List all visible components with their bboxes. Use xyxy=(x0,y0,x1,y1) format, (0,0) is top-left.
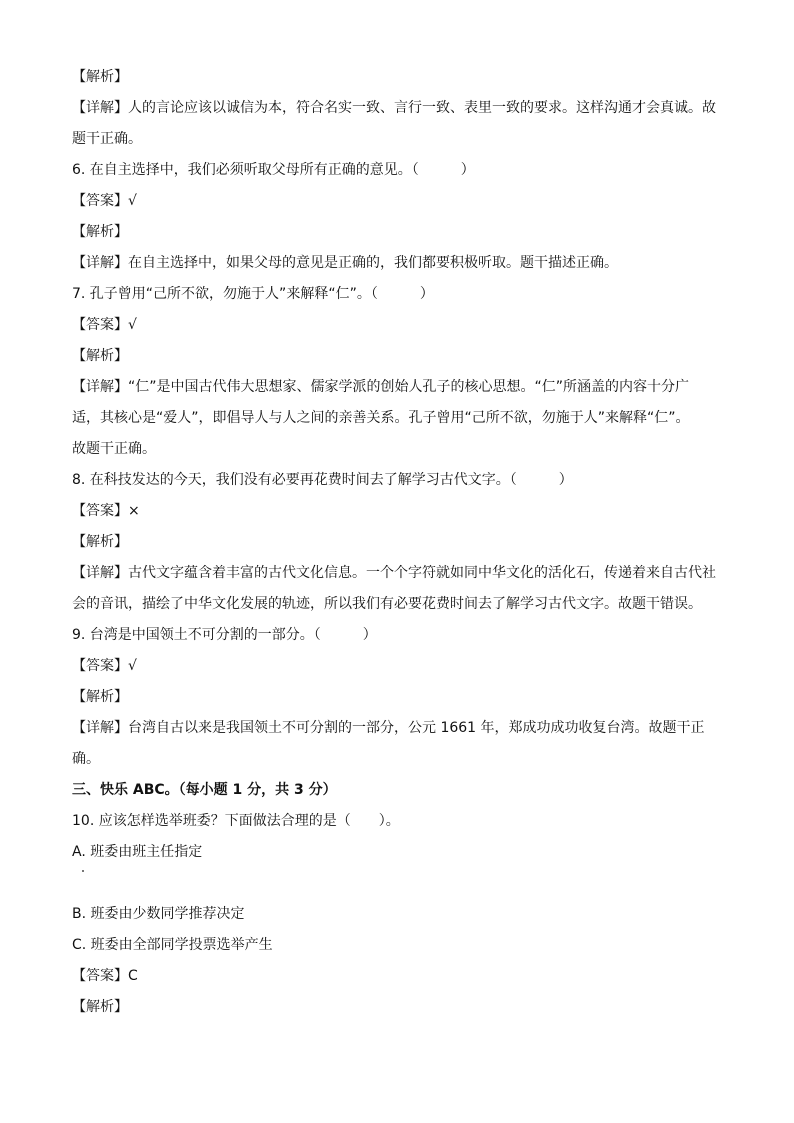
question-7: 7. 孔子曾用“己所不欲，勿施于人”来解释“仁”。（ ） xyxy=(72,286,434,302)
detail-text: 确。 xyxy=(72,751,100,767)
answer-7: 【答案】√ xyxy=(72,317,137,333)
detail-text: 【详解】“仁”是中国古代伟大思想家、儒家学派的创始人孔子的核心思想。“仁”所涵盖的内容十分广 xyxy=(72,379,690,395)
detail-text: 适，其核心是“爱人”，即倡导人与人之间的亲善关系。孔子曾用“己所不欲，勿施于人”来解释“仁”。 xyxy=(72,410,690,426)
answer-9: 【答案】√ xyxy=(72,658,137,674)
answer-8: 【答案】× xyxy=(72,503,140,519)
analysis-heading: 【解析】 xyxy=(72,224,128,240)
option-b: B. 班委由少数同学推荐决定 xyxy=(72,906,245,922)
analysis-heading: 【解析】 xyxy=(72,69,128,85)
detail-text: 会的音讯，描绘了中华文化发展的轨迹，所以我们有必要花费时间去了解学习古代文字。故题干错误。 xyxy=(72,596,702,612)
detail-text: 【详解】人的言论应该以诚信为本，符合名实一致、言行一致、表里一致的要求。这样沟通才会真诚。故 xyxy=(72,100,716,116)
section-heading: 三、快乐 ABC。（每小题 1 分，共 3 分） xyxy=(72,782,337,798)
option-c: C. 班委由全部同学投票选举产生 xyxy=(72,937,273,953)
analysis-heading: 【解析】 xyxy=(72,999,128,1015)
detail-text: 【详解】古代文字蕴含着丰富的古代文化信息。一个个字符就如同中华文化的活化石，传递着来自古代社 xyxy=(72,565,716,581)
analysis-heading: 【解析】 xyxy=(72,348,128,364)
analysis-heading: 【解析】 xyxy=(72,534,128,550)
answer-6: 【答案】√ xyxy=(72,193,137,209)
detail-text: 【详解】台湾自古以来是我国领土不可分割的一部分，公元 1661 年，郑成功成功收复台湾。故题干正 xyxy=(72,720,705,736)
stray-dot xyxy=(82,870,84,872)
question-10: 10. 应该怎样选举班委？下面做法合理的是（ ）。 xyxy=(72,813,400,829)
question-8: 8. 在科技发达的今天，我们没有必要再花费时间去了解学习古代文字。（ ） xyxy=(72,472,573,488)
detail-text: 【详解】在自主选择中，如果父母的意见是正确的，我们都要积极听取。题干描述正确。 xyxy=(72,255,618,271)
option-a: A. 班委由班主任指定 xyxy=(72,844,203,860)
document-page xyxy=(72,62,732,1023)
spacer xyxy=(72,868,732,899)
detail-text: 故题干正确。 xyxy=(72,441,156,457)
detail-text: 题干正确。 xyxy=(72,131,142,147)
question-9: 9. 台湾是中国领土不可分割的一部分。（ ） xyxy=(72,627,377,643)
question-6: 6. 在自主选择中，我们必须听取父母所有正确的意见。（ ） xyxy=(72,162,475,178)
answer-10: 【答案】C xyxy=(72,968,138,984)
analysis-heading: 【解析】 xyxy=(72,689,128,705)
